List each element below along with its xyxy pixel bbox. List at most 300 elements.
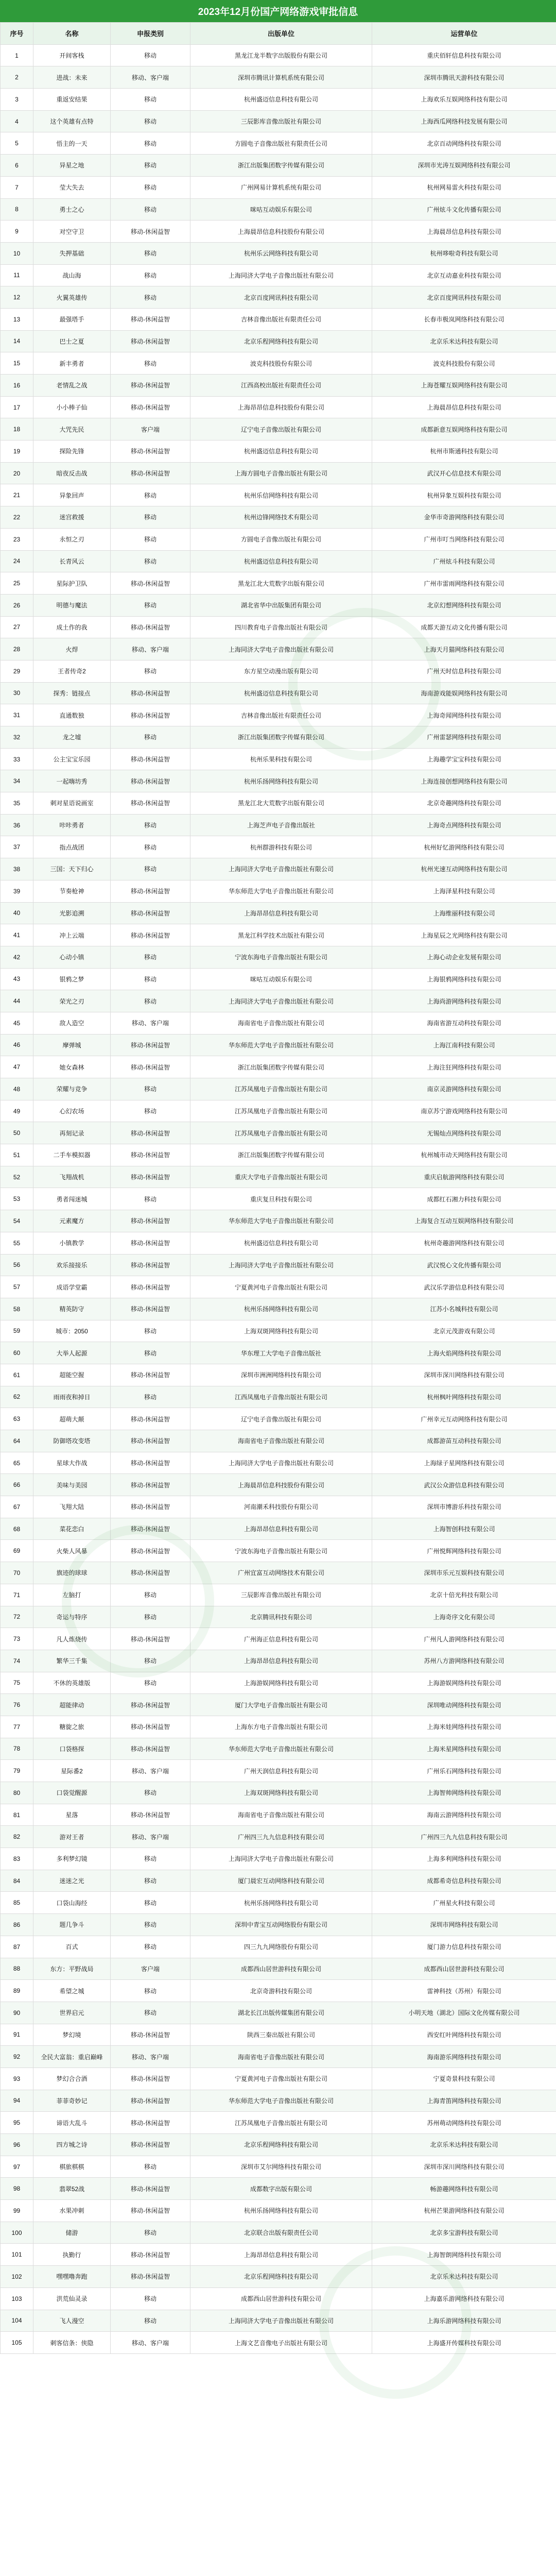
cell-category: 移动-休闲益智 [111, 1518, 190, 1540]
cell-operator: 成都红石湘力科技有限公司 [372, 1188, 556, 1210]
cell-publisher: 广州天润信息科技有限公司 [190, 1760, 372, 1782]
cell-game-name: 成土作的我 [33, 616, 111, 638]
cell-number: 75 [1, 1672, 33, 1694]
cell-number: 5 [1, 132, 33, 155]
cell-category: 移动-休闲益智 [111, 880, 190, 902]
cell-operator: 无锡灿点网络科技有限公司 [372, 1122, 556, 1144]
cell-category: 移动-休闲益智 [111, 1034, 190, 1056]
table-row [1, 1562, 556, 1584]
cell-category: 客户端 [111, 418, 190, 440]
table-row [1, 1584, 556, 1606]
cell-category: 移动 [111, 528, 190, 550]
cell-publisher: 辽宁电子音像出版社有限公司 [190, 1408, 372, 1430]
table-row [1, 1650, 556, 1672]
cell-publisher: 杭州乐信网络科技有限公司 [190, 484, 372, 506]
table-row [1, 2134, 556, 2156]
cell-category: 移动 [111, 89, 190, 111]
cell-publisher: 上海昂昂信息科技有限公司 [190, 2244, 372, 2266]
table-row [1, 242, 556, 264]
cell-category: 移动 [111, 1386, 190, 1408]
cell-number: 30 [1, 682, 33, 704]
cell-game-name: 异象回声 [33, 484, 111, 506]
cell-number: 83 [1, 1848, 33, 1870]
cell-game-name: 对空守卫 [33, 221, 111, 243]
cell-operator: 广州星火科技有限公司 [372, 1892, 556, 1914]
table-row [1, 946, 556, 968]
cell-category: 移动 [111, 352, 190, 375]
table-row [1, 858, 556, 880]
cell-number: 98 [1, 2178, 33, 2200]
table-row [1, 352, 556, 375]
cell-publisher: 浙江出版集团数字传媒有限公司 [190, 155, 372, 177]
cell-publisher: 浙江出版集团数字传媒有限公司 [190, 726, 372, 749]
cell-category: 移动-休闲益智 [111, 1694, 190, 1716]
cell-category: 移动-休闲益智 [111, 221, 190, 243]
cell-number: 78 [1, 1738, 33, 1760]
cell-operator: 上海奇点网络科技有限公司 [372, 814, 556, 836]
cell-number: 90 [1, 2002, 33, 2024]
table-row [1, 264, 556, 286]
cell-game-name: 小小棒子仙 [33, 396, 111, 418]
cell-publisher: 黑龙江北大荒数字出版有限公司 [190, 572, 372, 595]
cell-operator: 成都希奇信息科技有限公司 [372, 1870, 556, 1892]
cell-category: 移动、客户端 [111, 66, 190, 89]
table-row [1, 396, 556, 418]
cell-number: 53 [1, 1188, 33, 1210]
cell-number: 96 [1, 2134, 33, 2156]
cell-publisher: 上海昂昂信息科技有限公司 [190, 1650, 372, 1672]
table-row [1, 1078, 556, 1100]
table-row [1, 682, 556, 704]
cell-game-name: 不休的英雄版 [33, 1672, 111, 1694]
cell-number: 26 [1, 594, 33, 616]
table-row [1, 89, 556, 111]
cell-publisher: 咪咕互动娱乐有限公司 [190, 968, 372, 990]
cell-number: 36 [1, 814, 33, 836]
cell-game-name: 凡人炼烧传 [33, 1628, 111, 1650]
cell-number: 11 [1, 264, 33, 286]
cell-game-name: 雨雨夜和掉日 [33, 1386, 111, 1408]
table-row [1, 44, 556, 66]
table-row [1, 2002, 556, 2024]
cell-publisher: 杭州乐扬网络科技有限公司 [190, 1892, 372, 1914]
cell-category: 移动 [111, 44, 190, 66]
cell-number: 56 [1, 1254, 33, 1276]
cell-game-name: 多利梦幻镜 [33, 1848, 111, 1870]
cell-number: 20 [1, 462, 33, 484]
cell-number: 6 [1, 155, 33, 177]
cell-operator: 上海星辰之光网络科技有限公司 [372, 924, 556, 946]
cell-category: 移动 [111, 990, 190, 1012]
table-row [1, 2156, 556, 2178]
table-row [1, 2046, 556, 2068]
cell-operator: 上海注狂网络科技有限公司 [372, 1056, 556, 1078]
cell-game-name: 龙之墟 [33, 726, 111, 749]
cell-number: 94 [1, 2090, 33, 2112]
table-row [1, 375, 556, 397]
cell-operator: 广州炫斗文化传播有限公司 [372, 198, 556, 221]
cell-publisher: 上海双斑网络科技有限公司 [190, 1320, 372, 1342]
cell-category: 移动 [111, 264, 190, 286]
table-row [1, 1760, 556, 1782]
cell-publisher: 上海昂昂信息科技有限公司 [190, 1518, 372, 1540]
cell-operator: 金华市奇游网络科技有限公司 [372, 506, 556, 529]
table-row [1, 968, 556, 990]
cell-category: 移动 [111, 1320, 190, 1342]
cell-game-name: 异星之地 [33, 155, 111, 177]
cell-category: 移动-休闲益智 [111, 2067, 190, 2090]
cell-category: 移动 [111, 176, 190, 198]
cell-operator: 成都西山居世游科技有限公司 [372, 1958, 556, 1980]
cell-publisher: 上海同济大学电子音像出版社有限公司 [190, 638, 372, 660]
cell-category: 移动-休闲益智 [111, 1628, 190, 1650]
cell-operator: 成都游苗互动科技有限公司 [372, 1430, 556, 1452]
cell-category: 移动 [111, 550, 190, 572]
cell-operator: 上海心动企业发展有限公司 [372, 946, 556, 968]
cell-operator: 广州雷瑟网络科技有限公司 [372, 726, 556, 749]
table-row [1, 616, 556, 638]
table-row [1, 572, 556, 595]
table-row [1, 132, 556, 155]
cell-publisher: 杭州乐果科技有限公司 [190, 748, 372, 770]
cell-game-name: 口袋山海经 [33, 1892, 111, 1914]
cell-category: 移动 [111, 1606, 190, 1628]
cell-publisher: 江西凤凰电子音像出版社有限公司 [190, 1386, 372, 1408]
cell-publisher: 华东师范大学电子音像出版社有限公司 [190, 1738, 372, 1760]
cell-operator: 广州悦辉网络科技有限公司 [372, 1540, 556, 1562]
cell-number: 7 [1, 176, 33, 198]
cell-publisher: 华东师范大学电子音像出版社有限公司 [190, 1210, 372, 1232]
cell-game-name: 元素魔方 [33, 1210, 111, 1232]
cell-number: 104 [1, 2310, 33, 2332]
cell-publisher: 河南潮禾科技股份有限公司 [190, 1496, 372, 1518]
table-row [1, 1056, 556, 1078]
cell-publisher: 上海昂昂信息科技有限公司 [190, 902, 372, 924]
cell-number: 60 [1, 1342, 33, 1364]
cell-operator: 厦门游力信息科技有限公司 [372, 1936, 556, 1958]
table-row [1, 221, 556, 243]
table-row [1, 2090, 556, 2112]
cell-category: 移动 [111, 1870, 190, 1892]
cell-number: 93 [1, 2067, 33, 2090]
cell-publisher: 咪咕互动娱乐有限公司 [190, 198, 372, 221]
cell-game-name: 心幻农场 [33, 1100, 111, 1122]
cell-category: 移动-休闲益智 [111, 1496, 190, 1518]
cell-game-name: 她女森林 [33, 1056, 111, 1078]
cell-category: 移动 [111, 286, 190, 309]
cell-number: 66 [1, 1474, 33, 1496]
cell-game-name: 公主宝宝乐园 [33, 748, 111, 770]
table-row [1, 1210, 556, 1232]
cell-number: 73 [1, 1628, 33, 1650]
table-row [1, 330, 556, 352]
table-row [1, 286, 556, 309]
table-row [1, 1430, 556, 1452]
cell-category: 移动-休闲益智 [111, 1276, 190, 1298]
cell-category: 移动-休闲益智 [111, 2112, 190, 2134]
cell-operator: 武汉悦心文化传播有限公司 [372, 1254, 556, 1276]
cell-game-name: 梦幻境 [33, 2024, 111, 2046]
cell-number: 52 [1, 1166, 33, 1188]
cell-game-name: 执勤行 [33, 2244, 111, 2266]
cell-number: 68 [1, 1518, 33, 1540]
cell-number: 22 [1, 506, 33, 529]
cell-game-name: 火翼英雄传 [33, 286, 111, 309]
cell-publisher: 北京奇游科技有限公司 [190, 1980, 372, 2002]
cell-category: 移动 [111, 814, 190, 836]
cell-category: 移动 [111, 1914, 190, 1936]
cell-category: 移动 [111, 1936, 190, 1958]
cell-game-name: 再刻记录 [33, 1122, 111, 1144]
cell-publisher: 黑龙江北大荒数字出版有限公司 [190, 792, 372, 815]
cell-publisher: 深圳中青宝互动网络股份有限公司 [190, 1914, 372, 1936]
cell-game-name: 这个英雄有点特 [33, 110, 111, 132]
cell-category: 移动-休闲益智 [111, 462, 190, 484]
table-row [1, 1408, 556, 1430]
cell-operator: 广州四三九九信息科技有限公司 [372, 1826, 556, 1848]
cell-number: 10 [1, 242, 33, 264]
cell-game-name: 美味与美园 [33, 1474, 111, 1496]
cell-game-name: 欢乐接接乐 [33, 1254, 111, 1276]
cell-game-name: 成语学堂霸 [33, 1276, 111, 1298]
cell-operator: 海南游戏能娱网络科技有限公司 [372, 682, 556, 704]
cell-operator: 杭州好忆游网络科技有限公司 [372, 836, 556, 858]
table-row [1, 924, 556, 946]
cell-operator: 上海多利网络科技有限公司 [372, 1848, 556, 1870]
cell-number: 59 [1, 1320, 33, 1342]
cell-publisher: 广州网易计算机系统有限公司 [190, 176, 372, 198]
cell-game-name: 飞翔战机 [33, 1166, 111, 1188]
cell-game-name: 菲菲奇妙记 [33, 2090, 111, 2112]
cell-operator: 海南云游网络科技有限公司 [372, 1804, 556, 1826]
cell-operator: 上海欢乐互娱网络科技有限公司 [372, 89, 556, 111]
column-header-operator: 运营单位 [372, 23, 556, 45]
cell-operator: 广州天时信息科技有限公司 [372, 660, 556, 682]
cell-number: 37 [1, 836, 33, 858]
table-row [1, 484, 556, 506]
cell-operator: 北京乐米达科技有限公司 [372, 330, 556, 352]
cell-number: 71 [1, 1584, 33, 1606]
cell-operator: 北京百动网络科技有限公司 [372, 132, 556, 155]
cell-game-name: 百式 [33, 1936, 111, 1958]
cell-publisher: 江苏凤凰电子音像出版社有限公司 [190, 1100, 372, 1122]
cell-category: 移动、客户端 [111, 638, 190, 660]
cell-publisher: 三辰影库音像出版社有限公司 [190, 110, 372, 132]
cell-number: 85 [1, 1892, 33, 1914]
cell-operator: 上海奇序文化有限公司 [372, 1606, 556, 1628]
cell-number: 67 [1, 1496, 33, 1518]
table-row [1, 1672, 556, 1694]
cell-operator: 重庆佰轩信息科技有限公司 [372, 44, 556, 66]
cell-publisher: 上海同济大学电子音像出版社有限公司 [190, 2310, 372, 2332]
table-row [1, 748, 556, 770]
cell-number: 95 [1, 2112, 33, 2134]
table-row [1, 176, 556, 198]
cell-game-name: 菜花恋白 [33, 1518, 111, 1540]
cell-publisher: 吉林音像出版社有限责任公司 [190, 308, 372, 330]
table-row [1, 770, 556, 792]
cell-game-name: 旗迹的球球 [33, 1562, 111, 1584]
cell-category: 移动 [111, 594, 190, 616]
cell-category: 移动-休闲益智 [111, 2266, 190, 2288]
cell-game-name: 指点战团 [33, 836, 111, 858]
cell-game-name: 摩弹城 [33, 1034, 111, 1056]
table-row [1, 2266, 556, 2288]
cell-publisher: 杭州乐扬网络科技有限公司 [190, 770, 372, 792]
cell-game-name: 荣光之刃 [33, 990, 111, 1012]
cell-publisher: 华东理工大学电子音像出版社 [190, 1342, 372, 1364]
cell-operator: 北京乐米达科技有限公司 [372, 2266, 556, 2288]
cell-publisher: 上海东方电子音像出版社有限公司 [190, 1716, 372, 1738]
cell-game-name: 老情乱之战 [33, 375, 111, 397]
cell-number: 19 [1, 440, 33, 463]
table-row [1, 1364, 556, 1386]
cell-publisher: 四川教育电子音像出版社有限公司 [190, 616, 372, 638]
table-row [1, 1936, 556, 1958]
table-row [1, 814, 556, 836]
cell-number: 82 [1, 1826, 33, 1848]
cell-game-name: 新丰勇者 [33, 352, 111, 375]
cell-number: 40 [1, 902, 33, 924]
cell-game-name: 心动小镇 [33, 946, 111, 968]
cell-game-name: 三国：天下归心 [33, 858, 111, 880]
cell-game-name: 明德与魔法 [33, 594, 111, 616]
cell-operator: 成都新意互娱网络科技有限公司 [372, 418, 556, 440]
cell-publisher: 浙江出版集团数字传媒有限公司 [190, 1056, 372, 1078]
cell-publisher: 成都数字出版有限公司 [190, 2178, 372, 2200]
cell-publisher: 上海同济大学电子音像出版社有限公司 [190, 1254, 372, 1276]
cell-category: 移动-休闲益智 [111, 1056, 190, 1078]
cell-publisher: 宁波东海电子音像出版社有限公司 [190, 946, 372, 968]
table-row [1, 1518, 556, 1540]
cell-number: 72 [1, 1606, 33, 1628]
cell-game-name: 星际护卫队 [33, 572, 111, 595]
cell-game-name: 火柴人风暴 [33, 1540, 111, 1562]
cell-operator: 西安红叶网络科技有限公司 [372, 2024, 556, 2046]
table-row [1, 528, 556, 550]
cell-publisher: 杭州盛迈信息科技有限公司 [190, 550, 372, 572]
cell-number: 103 [1, 2287, 33, 2310]
table-row [1, 506, 556, 529]
cell-publisher: 杭州乐扬网络科技有限公司 [190, 1298, 372, 1320]
cell-category: 移动 [111, 1100, 190, 1122]
cell-operator: 宁夏奇景科技有限公司 [372, 2067, 556, 2090]
cell-publisher: 杭州盛迈信息科技有限公司 [190, 1232, 372, 1254]
cell-number: 70 [1, 1562, 33, 1584]
cell-number: 74 [1, 1650, 33, 1672]
cell-publisher: 深圳市洲洲网络科技有限公司 [190, 1364, 372, 1386]
cell-game-name: 精英防守 [33, 1298, 111, 1320]
cell-number: 48 [1, 1078, 33, 1100]
cell-number: 58 [1, 1298, 33, 1320]
cell-category: 移动-休闲益智 [111, 1144, 190, 1166]
cell-game-name: 长青风云 [33, 550, 111, 572]
table-row [1, 1848, 556, 1870]
cell-operator: 杭州哆啦奇科技有限公司 [372, 242, 556, 264]
cell-publisher: 上海同济大学电子音像出版社有限公司 [190, 264, 372, 286]
column-header-name: 名称 [33, 23, 111, 45]
cell-number: 42 [1, 946, 33, 968]
cell-operator: 深圳市深川网络科技有限公司 [372, 1364, 556, 1386]
cell-game-name: 大咒先民 [33, 418, 111, 440]
cell-number: 23 [1, 528, 33, 550]
cell-category: 移动-休闲益智 [111, 2244, 190, 2266]
cell-operator: 深圳市网络科技有限公司 [372, 1914, 556, 1936]
cell-category: 移动-休闲益智 [111, 2178, 190, 2200]
cell-category: 移动 [111, 1342, 190, 1364]
cell-game-name: 刺对星语说画室 [33, 792, 111, 815]
cell-category: 移动 [111, 1672, 190, 1694]
cell-publisher: 湖北长江出版传媒集团有限公司 [190, 2002, 372, 2024]
cell-operator: 杭州异象互娱科技有限公司 [372, 484, 556, 506]
cell-operator: 上海连接创想网络科技有限公司 [372, 770, 556, 792]
cell-publisher: 深圳市腾讯计算机系统有限公司 [190, 66, 372, 89]
cell-game-name: 勇者闯迷城 [33, 1188, 111, 1210]
cell-category: 移动 [111, 726, 190, 749]
table-row [1, 1496, 556, 1518]
cell-number: 45 [1, 1012, 33, 1034]
cell-game-name: 飞翔大陆 [33, 1496, 111, 1518]
cell-category: 移动-休闲益智 [111, 1540, 190, 1562]
cell-game-name: 进战：未来 [33, 66, 111, 89]
cell-operator: 上海智创科技有限公司 [372, 1518, 556, 1540]
cell-number: 63 [1, 1408, 33, 1430]
table-row [1, 2310, 556, 2332]
cell-publisher: 湖北省华中出版集团有限公司 [190, 594, 372, 616]
cell-operator: 上海泽星科技有限公司 [372, 880, 556, 902]
cell-operator: 武汉乐学游信息科技有限公司 [372, 1276, 556, 1298]
cell-category: 移动 [111, 1892, 190, 1914]
table-row [1, 704, 556, 726]
cell-category: 移动 [111, 2287, 190, 2310]
cell-game-name: 二手车模拟器 [33, 1144, 111, 1166]
cell-operator: 上海复合互动互娱网络科技有限公司 [372, 1210, 556, 1232]
cell-operator: 深圳市博游乐科技有限公司 [372, 1496, 556, 1518]
cell-number: 80 [1, 1782, 33, 1804]
table-row [1, 2178, 556, 2200]
table-row [1, 1606, 556, 1628]
table-row [1, 1276, 556, 1298]
cell-publisher: 杭州群游科技有限公司 [190, 836, 372, 858]
cell-operator: 上海维丽科技有限公司 [372, 902, 556, 924]
cell-operator: 上海绿子星网络科技有限公司 [372, 1452, 556, 1474]
cell-operator: 海南省游互动科技有限公司 [372, 1012, 556, 1034]
cell-game-name: 直通数独 [33, 704, 111, 726]
cell-operator: 上海趣学宝宝科技有限公司 [372, 748, 556, 770]
cell-category: 移动、客户端 [111, 2046, 190, 2068]
table-row [1, 418, 556, 440]
cell-number: 28 [1, 638, 33, 660]
cell-category: 移动-休闲益智 [111, 1364, 190, 1386]
cell-game-name: 刺客信条：侠隐 [33, 2332, 111, 2354]
cell-number: 86 [1, 1914, 33, 1936]
cell-number: 29 [1, 660, 33, 682]
table-row [1, 1012, 556, 1034]
cell-game-name: 左脑打 [33, 1584, 111, 1606]
cell-publisher: 成都西山居世游科技有限公司 [190, 1958, 372, 1980]
cell-operator: 广州市叮当网络科技有限公司 [372, 528, 556, 550]
page-title: 2023年12月份国产网络游戏审批信息 [0, 0, 556, 22]
cell-number: 88 [1, 1958, 33, 1980]
cell-operator: 广州凡人游网络科技有限公司 [372, 1628, 556, 1650]
table-row [1, 1474, 556, 1496]
cell-number: 101 [1, 2244, 33, 2266]
cell-category: 移动、客户端 [111, 1826, 190, 1848]
cell-number: 51 [1, 1144, 33, 1166]
cell-game-name: 梦幻合合酒 [33, 2067, 111, 2090]
cell-category: 移动 [111, 2310, 190, 2332]
cell-game-name: 迷迷之光 [33, 1870, 111, 1892]
